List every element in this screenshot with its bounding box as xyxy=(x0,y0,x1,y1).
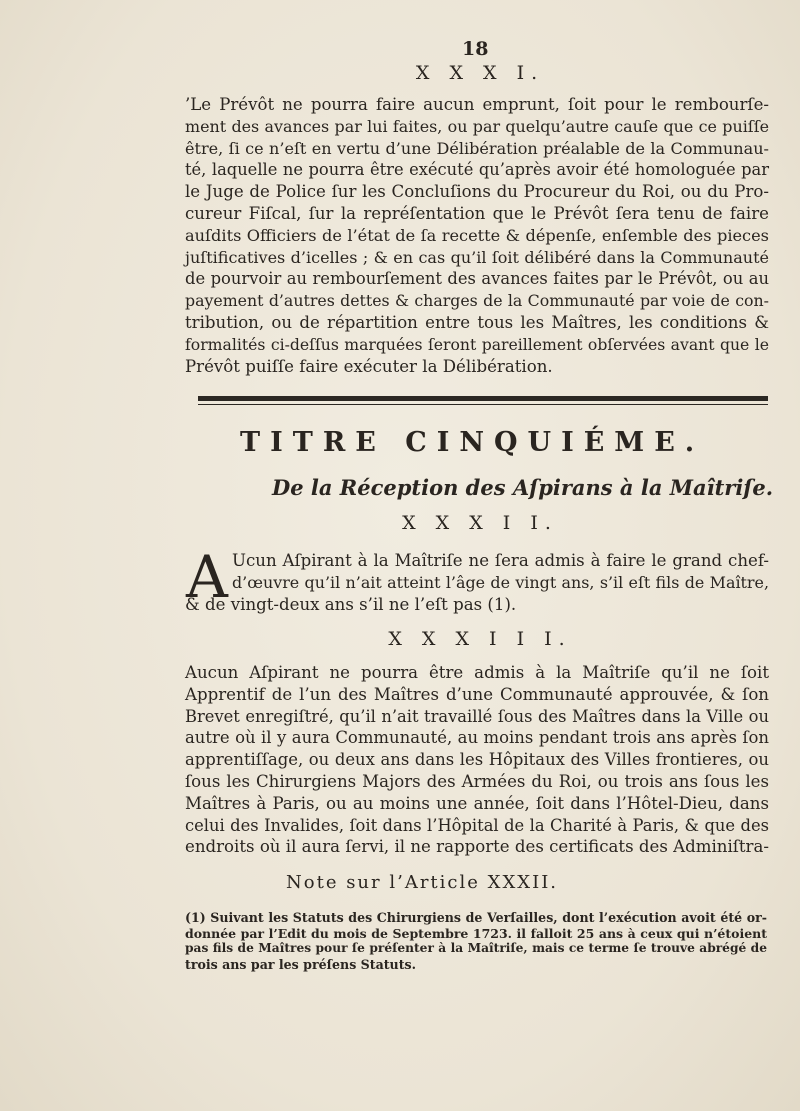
article-31-heading: X X X I. xyxy=(415,62,545,84)
text-line: ’Le Prévôt ne pourra faire aucun emprunt, ſoit pour le rembourſe- xyxy=(185,95,769,114)
footnote-line: trois ans par les préſens Statuts. xyxy=(185,956,417,972)
footnote xyxy=(185,910,767,972)
text-line: apprentiſſage, ou deux ans dans les Hôpitaux des Villes frontieres, ou xyxy=(185,750,769,770)
text-line: tribution, ou de répartition entre tous les Maîtres, les conditions & xyxy=(185,312,769,332)
text-line: auſdits Officiers de l’état de ſa recette & dépenſe, enſemble des pieces xyxy=(185,225,769,245)
note-heading: Note sur l’Article XXXII. xyxy=(286,872,559,893)
text-line: & de vingt-deux ans s’il ne l’eſt pas (1). xyxy=(185,595,517,614)
text-line: Brevet enregiſtré, qu’il n’ait travaillé ſous des Maîtres dans la Ville ou xyxy=(185,706,769,726)
text-line: autre où il y aura Communauté, au moins pendant trois ans après ſon xyxy=(185,728,769,748)
text-line: Ucun Aſpirant à la Maîtriſe ne ſera admis à faire le grand chef- xyxy=(232,551,769,570)
text-line: ment des avances par lui faites, ou par quelqu’autre cauſe que ce puiſſe xyxy=(185,116,769,136)
text-line: ſous les Chirurgiens Majors des Armées du Roi, ou trois ans ſous les xyxy=(185,771,769,791)
article-32-text xyxy=(232,550,769,594)
text-line: juſtificatives d’icelles ; & en cas qu’il ſoit délibéré dans la Communauté xyxy=(185,247,769,267)
footnote-line: donnée par l’Edit du mois de Septembre 1723. il falloit 25 ans à ceux qui n’étoient xyxy=(185,925,767,941)
text-line: le Juge de Police ſur les Concluſions du Procureur du Roi, ou du Pro- xyxy=(185,182,769,202)
text-line: être, ſi ce n’eſt en vertu d’une Délibération préalable de la Communau- xyxy=(185,138,769,158)
page-number: 18 xyxy=(462,38,489,60)
text-line: endroits où il aura ſervi, il ne rapporte des certificats des Adminiſtra- xyxy=(185,837,769,857)
article-32-text-last xyxy=(185,594,769,616)
text-line: payement d’autres dettes & charges de la Communauté par voie de con- xyxy=(185,291,769,311)
footnote-line: (1) Suivant les Statuts des Chirurgiens de Verſailles, dont l’exécution avoit été or- xyxy=(185,910,767,925)
text-line: cureur Fiſcal, ſur la repréſentation que le Prévôt ſera tenu de faire xyxy=(185,203,769,223)
text-line: de pourvoir au rembourſement des avances faites par le Prévôt, ou au xyxy=(185,269,769,289)
drop-cap: A xyxy=(186,543,228,611)
article-33-heading: X X X I I I. xyxy=(388,628,572,650)
text-line: té, laquelle ne pourra être exécuté qu’après avoir été homologuée par xyxy=(185,160,769,180)
section-rule-thick xyxy=(198,396,768,401)
text-line: Prévôt puiſſe faire exécuter la Délibération. xyxy=(185,356,553,376)
title-heading: TITRE CINQUIÉME. xyxy=(240,427,705,458)
text-line: Aucun Aſpirant ne pourra être admis à la Maîtriſe qu’il ne ſoit xyxy=(185,663,769,682)
text-line: celui des Invalides, ſoit dans l’Hôpital de la Charité à Paris, & que des xyxy=(185,815,769,835)
text-line: d’œuvre qu’il n’ait atteint l’âge de vingt ans, s’il eſt fils de Maître, xyxy=(232,572,769,592)
article-32-heading: X X X I I. xyxy=(402,512,558,534)
article-33-text xyxy=(185,662,769,858)
article-31-text xyxy=(185,94,769,377)
text-line: Maîtres à Paris, ou au moins une année, ſoit dans l’Hôtel-Dieu, dans xyxy=(185,793,769,813)
text-line: formalités ci-deſſus marquées ſeront pareillement obſervées avant que le xyxy=(185,334,769,354)
section-rule-thin xyxy=(198,404,768,405)
footnote-line: pas fils de Maîtres pour ſe préſenter à la Maîtriſe, mais ce terme ſe trouve abrégé de xyxy=(185,941,767,955)
text-line: Apprentif de l’un des Maîtres d’une Communauté approuvée, & ſon xyxy=(185,684,769,704)
title-subheading: De la Réception des Aſpirans à la Maîtriſe. xyxy=(272,475,774,500)
